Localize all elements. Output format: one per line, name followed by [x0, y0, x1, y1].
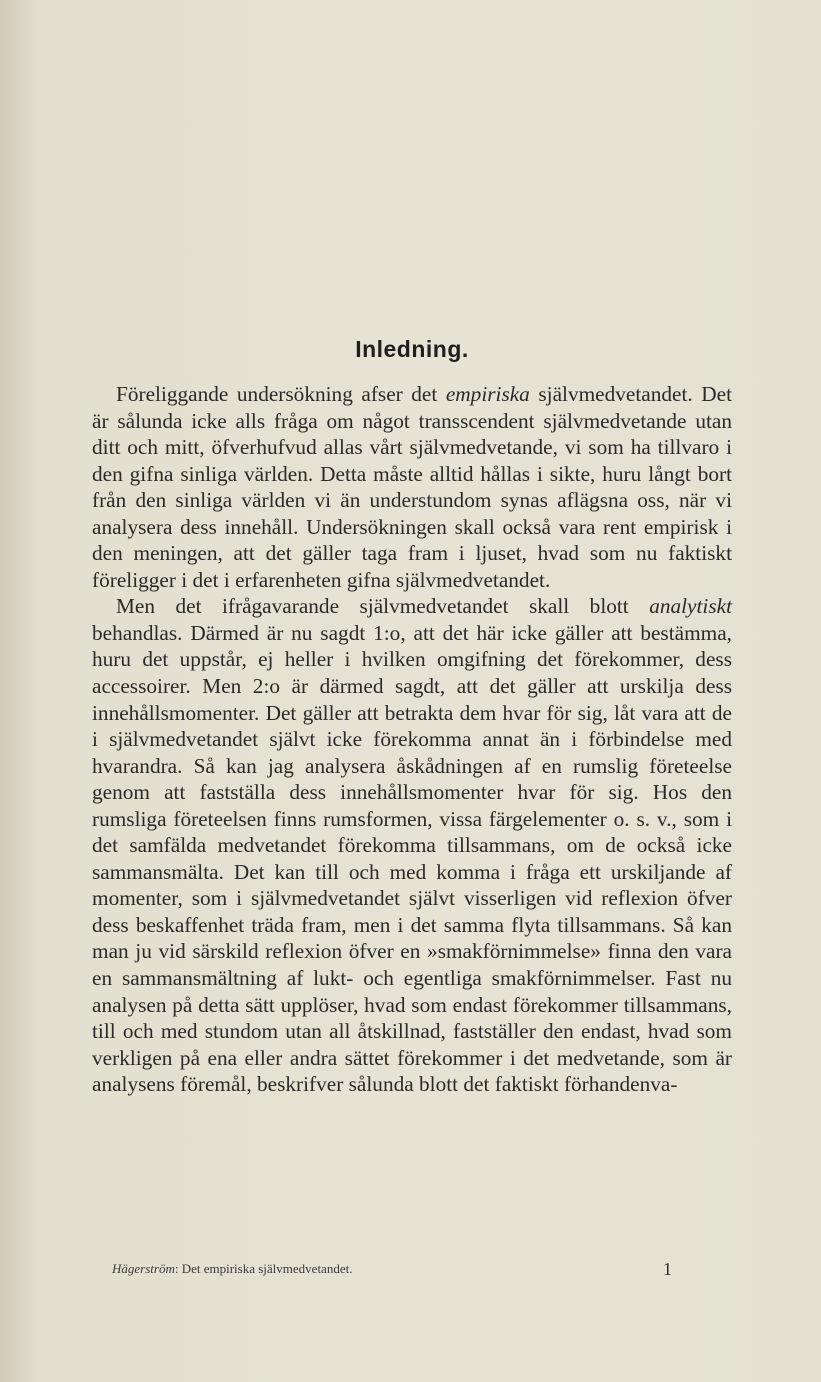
page-number: 1: [663, 1259, 672, 1279]
footer-title: : Det empiriska självmedvetandet.: [174, 1261, 353, 1276]
paragraph-2-emphasis: analytiskt: [649, 594, 732, 619]
paragraph-1-text-a: Föreliggande undersökning afser det: [116, 382, 446, 406]
paragraph-2-text-b: behandlas. Därmed är nu sagdt 1:o, att det här icke gäller att bestämma, huru det uppstår, ej heller i hvilken omgifning det förekommer, dess accessoirer. Men 2:o är därmed sagdt, att det gäller att urskilja dess innehållsmomenter. Det gäller att betrakta dem hvar för sig, låt vara att de i självmedvetandet självt icke förekomma annat än i förbindelse med hvarandra. Så kan jag analysera åskådningen af en rumslig företeelse genom att fastställa dess innehållsmomenter hvar för sig. Hos den rumsliga företeelsen finns rumsformen, vissa färgelementer o. s. v., som i det samfälda medvetandet förekomma tillsammans, om de också icke sammansmälta. Det kan till och med komma i fråga ett urskiljande af momenter, som i självmedvetandet självt visserligen vid reflexion öfver dess beskaffenhet träda fram, men i det samma flyta tillsammans. Så kan man ju vid särskild reflexion öfver en »smakförnimmelse» finna den vara en sammansmältning af lukt- och egentliga smakförnimmelser. Fast nu analysen på detta sätt upplöser, hvad som endast förekommer tillsammans, till och med stundom utan all åtskillnad, fastställer den endast, hvad som verkligen på ena eller andra sättet förekommer i det medvetande, som är analysens föremål, beskrifver sålunda blott det faktiskt förhandenva-: [92, 620, 732, 1097]
page-footer: [112, 1261, 672, 1283]
body-text: [92, 381, 732, 1098]
paragraph-2: [92, 593, 732, 1097]
paragraph-1-emphasis: empiriska: [445, 382, 530, 406]
footer-author: Hägerström: [112, 1261, 175, 1276]
chapter-title: Inledning.: [355, 336, 469, 362]
paragraph-2-text-a: Men det ifrågavarande självmedvetandet skall blott: [116, 594, 650, 619]
paragraph-1-text-b: självmedvetandet. Det är sålunda icke alls fråga om något transscendent självmedvetande utan ditt och mitt, öfverhufvud allas vårt självmedvetande, vi som ha tillvaro i den gifna sinliga världen. Detta måste alltid hållas i sikte, huru långt bort från den sinliga världen vi än understundom synas aflägsna oss, när vi analysera dess innehåll. Undersökningen skall också vara rent empirisk i den meningen, att det gäller taga fram i ljuset, hvad som nu faktiskt föreligger i det i erfarenheten gifna självmedvetandet.: [92, 382, 733, 592]
paragraph-1: [92, 381, 732, 593]
page-content: [92, 336, 732, 1098]
